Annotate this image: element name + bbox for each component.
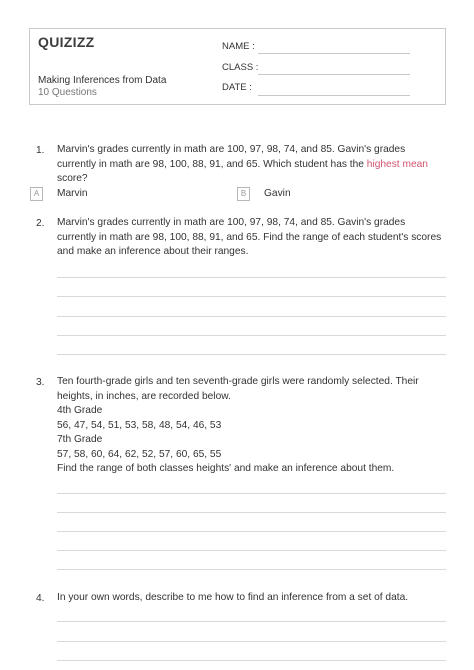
question-3-text bbox=[57, 375, 445, 477]
answer-line[interactable] bbox=[57, 569, 446, 570]
question-count: 10 Questions bbox=[38, 87, 97, 98]
name-field[interactable] bbox=[258, 53, 410, 54]
answer-line[interactable] bbox=[57, 512, 446, 513]
option-a-text[interactable]: Marvin bbox=[57, 188, 88, 199]
answer-line[interactable] bbox=[57, 660, 446, 661]
option-b-box[interactable]: B bbox=[237, 187, 250, 201]
question-2-text: Marvin's grades currently in math are 100, 97, 98, 74, and 85. Gavin's grades currently in math are 98, 100, 88, 91, and 65. Find the range of each student's scores and make an inference about their ranges. bbox=[57, 217, 442, 257]
date-label: DATE : bbox=[222, 82, 252, 93]
question-number: 3. bbox=[36, 377, 45, 388]
answer-line[interactable] bbox=[57, 296, 446, 297]
question-3-label-7th: 7th Grade bbox=[57, 434, 103, 445]
answer-line[interactable] bbox=[57, 531, 446, 532]
name-label: NAME : bbox=[222, 41, 255, 52]
answer-line[interactable] bbox=[57, 316, 446, 317]
answer-line[interactable] bbox=[57, 335, 446, 336]
question-number: 4. bbox=[36, 593, 45, 604]
question-3-data-4th: 56, 47, 54, 51, 53, 58, 48, 54, 46, 53 bbox=[57, 419, 222, 431]
question-3-intro: Ten fourth-grade girls and ten seventh-grade girls were randomly selected. Their heights, in inches, are recorded below. bbox=[57, 376, 419, 402]
answer-line[interactable] bbox=[57, 354, 446, 355]
question-1-highlight: highest mean bbox=[366, 158, 428, 170]
option-a-box[interactable]: A bbox=[30, 187, 43, 201]
class-field[interactable] bbox=[258, 74, 410, 75]
option-b-text[interactable]: Gavin bbox=[264, 188, 291, 199]
question-4-text: In your own words, describe to me how to find an inference from a set of data. bbox=[57, 592, 409, 603]
answer-line[interactable] bbox=[57, 550, 446, 551]
worksheet-title: Making Inferences from Data bbox=[38, 75, 167, 86]
question-1-text-end: score? bbox=[57, 173, 88, 184]
question-3-data-7th: 57, 58, 60, 64, 62, 52, 57, 60, 65, 55 bbox=[57, 448, 222, 460]
question-1-text-start: Marvin's grades currently in math are 100, 97, 98, 74, and 85. Gavin's grades currently in math are 98, 100, 88, 91, and 65. Which student has the bbox=[57, 144, 406, 170]
question-1-text bbox=[57, 143, 445, 187]
question-number: 2. bbox=[36, 218, 45, 229]
question-3-label-4th: 4th Grade bbox=[57, 405, 103, 416]
class-label: CLASS : bbox=[222, 62, 259, 73]
question-number: 1. bbox=[36, 145, 45, 156]
answer-line[interactable] bbox=[57, 277, 446, 278]
question-3-prompt: Find the range of both classes heights' and make an inference about them. bbox=[57, 463, 395, 474]
date-field[interactable] bbox=[258, 95, 410, 96]
answer-line[interactable] bbox=[57, 621, 446, 622]
answer-line[interactable] bbox=[57, 641, 446, 642]
quizizz-logo: QUIZIZZ bbox=[38, 34, 95, 50]
answer-line[interactable] bbox=[57, 493, 446, 494]
